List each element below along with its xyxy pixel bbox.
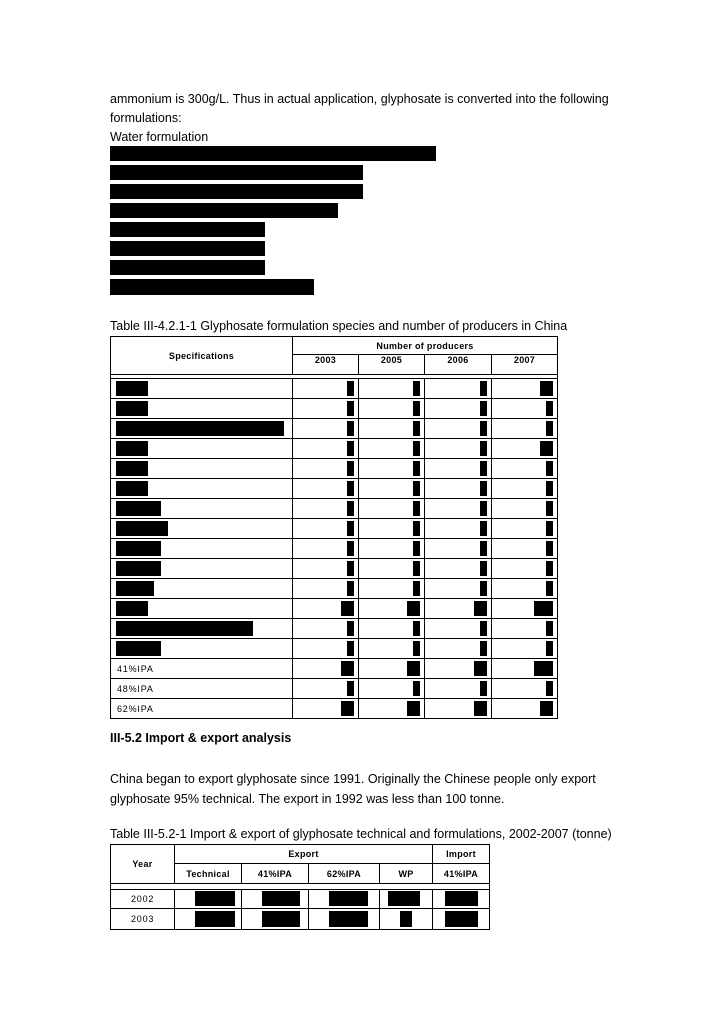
section-heading: III-5.2 Import & export analysis (110, 731, 292, 745)
table-row (111, 579, 558, 599)
producer-count-cell (425, 579, 492, 599)
redacted-block (341, 701, 354, 716)
spec-cell (111, 379, 293, 399)
redacted-block (347, 641, 354, 656)
redacted-block (480, 401, 487, 416)
producer-count-cell (293, 499, 359, 519)
redacted-block (413, 481, 420, 496)
producer-count-cell (359, 659, 425, 679)
redacted-block (413, 541, 420, 556)
table-cell (433, 890, 490, 909)
producers-header: Number of producers (293, 337, 558, 355)
table-cell (380, 890, 433, 909)
redacted-block (413, 641, 420, 656)
producer-count-cell (293, 399, 359, 419)
redacted-block (262, 891, 300, 906)
producer-count-cell (425, 539, 492, 559)
producer-count-cell (359, 559, 425, 579)
redacted-block (407, 601, 420, 616)
redacted-block (262, 911, 300, 927)
producer-count-cell (492, 519, 558, 539)
intro-line-3: Water formulation (110, 130, 209, 144)
table-cell (175, 890, 242, 909)
producer-count-cell (425, 559, 492, 579)
producer-count-cell (359, 539, 425, 559)
spec-cell (111, 559, 293, 579)
redacted-block (413, 441, 420, 456)
spec-label: 41%IPA (117, 663, 154, 674)
producer-count-cell (492, 459, 558, 479)
table-row (111, 559, 558, 579)
year-cell (111, 909, 175, 930)
year-cell (111, 890, 175, 909)
redacted-block (116, 621, 253, 636)
redacted-block (546, 581, 553, 596)
redacted-block (480, 441, 487, 456)
spec-cell (111, 579, 293, 599)
formulation-producers-table (110, 336, 558, 719)
redacted-block (110, 165, 363, 180)
producer-count-cell (425, 519, 492, 539)
redacted-block (110, 260, 265, 275)
redacted-block (110, 146, 436, 161)
redacted-block (347, 501, 354, 516)
table1-caption: Table III-4.2.1-1 Glyphosate formulation species and number of producers in China (110, 319, 568, 333)
redacted-block (413, 681, 420, 696)
redacted-block (347, 521, 354, 536)
producer-count-cell (293, 379, 359, 399)
producer-count-cell (492, 579, 558, 599)
year-header: 2003 (293, 355, 359, 375)
spec-cell (111, 459, 293, 479)
table-row (111, 379, 558, 399)
producer-count-cell (492, 619, 558, 639)
intro-line-1: ammonium is 300g/L. Thus in actual application, glyphosate is converted into the following (110, 92, 609, 106)
table-row (111, 479, 558, 499)
redacted-block (540, 381, 553, 396)
redacted-block (116, 561, 161, 576)
redacted-block (347, 541, 354, 556)
year-label: 2003 (131, 914, 155, 924)
redacted-block (116, 461, 148, 476)
spec-cell (111, 639, 293, 659)
redacted-block (116, 601, 148, 616)
producer-count-cell (359, 439, 425, 459)
redacted-block (546, 541, 553, 556)
spec-cell (111, 679, 293, 699)
table-row (111, 619, 558, 639)
producer-count-cell (492, 379, 558, 399)
spec-label: 48%IPA (117, 683, 154, 694)
redacted-block (116, 481, 148, 496)
table-row (111, 459, 558, 479)
spec-cell (111, 659, 293, 679)
producer-count-cell (425, 499, 492, 519)
redacted-block (347, 461, 354, 476)
producer-count-cell (359, 419, 425, 439)
table-row (111, 439, 558, 459)
spec-cell (111, 439, 293, 459)
subcol-header: Technical (175, 864, 242, 884)
producer-count-cell (492, 599, 558, 619)
table-cell (309, 890, 380, 909)
redacted-block (413, 561, 420, 576)
redacted-block (341, 661, 354, 676)
import-header: Import (433, 845, 490, 864)
producer-count-cell (359, 699, 425, 719)
redacted-block (347, 401, 354, 416)
spec-cell (111, 599, 293, 619)
redacted-block (110, 241, 265, 256)
table-cell (242, 909, 309, 930)
table-cell (175, 909, 242, 930)
table-row (111, 679, 558, 699)
producer-count-cell (293, 539, 359, 559)
redacted-block (110, 203, 338, 218)
redacted-block (413, 621, 420, 636)
redacted-block (480, 561, 487, 576)
redacted-block (546, 421, 553, 436)
section-para-line-2: glyphosate 95% technical. The export in 1992 was less than 100 tonne. (110, 792, 505, 806)
producer-count-cell (492, 479, 558, 499)
table-row (111, 399, 558, 419)
producer-count-cell (359, 499, 425, 519)
redacted-block (546, 401, 553, 416)
producer-count-cell (425, 459, 492, 479)
producer-count-cell (293, 419, 359, 439)
redacted-block (116, 541, 161, 556)
redacted-block (407, 701, 420, 716)
table2-caption: Table III-5.2-1 Import & export of glyphosate technical and formulations, 2002-2007 (tonne) (110, 827, 612, 841)
producer-count-cell (359, 639, 425, 659)
producer-count-cell (492, 539, 558, 559)
producer-count-cell (425, 679, 492, 699)
producer-count-cell (492, 399, 558, 419)
redacted-block (480, 501, 487, 516)
producer-count-cell (425, 639, 492, 659)
redacted-block (347, 381, 354, 396)
producer-count-cell (425, 379, 492, 399)
redacted-block (413, 501, 420, 516)
year-label: 2002 (131, 894, 155, 904)
redacted-block (110, 184, 363, 199)
redacted-block (116, 581, 154, 596)
redacted-block (480, 421, 487, 436)
producer-count-cell (492, 659, 558, 679)
redacted-block (400, 911, 412, 927)
producer-count-cell (293, 479, 359, 499)
redacted-block (347, 621, 354, 636)
producer-count-cell (425, 599, 492, 619)
redacted-block (546, 681, 553, 696)
spec-label: 62%IPA (117, 703, 154, 714)
producer-count-cell (293, 659, 359, 679)
import-export-table (110, 844, 490, 930)
spec-cell (111, 399, 293, 419)
producer-count-cell (425, 479, 492, 499)
producer-count-cell (293, 579, 359, 599)
redacted-block (480, 641, 487, 656)
producer-count-cell (293, 639, 359, 659)
producer-count-cell (425, 659, 492, 679)
redacted-block (116, 401, 148, 416)
redacted-block (110, 279, 314, 295)
redacted-block (329, 891, 368, 906)
producer-count-cell (359, 399, 425, 419)
redacted-block (546, 481, 553, 496)
spec-cell (111, 539, 293, 559)
redacted-block (388, 891, 420, 906)
redacted-block (347, 561, 354, 576)
redacted-block (329, 911, 368, 927)
redacted-block (413, 381, 420, 396)
producer-count-cell (492, 679, 558, 699)
subcol-header: 41%IPA (433, 864, 490, 884)
table-row (111, 539, 558, 559)
redacted-block (347, 481, 354, 496)
redacted-block (480, 581, 487, 596)
table-row (111, 419, 558, 439)
producer-count-cell (492, 699, 558, 719)
redacted-block (110, 222, 265, 237)
redacted-block (445, 911, 478, 927)
year-header: 2006 (425, 355, 492, 375)
spec-cell (111, 519, 293, 539)
table-row (111, 519, 558, 539)
redacted-block (407, 661, 420, 676)
redacted-block (413, 521, 420, 536)
producer-count-cell (293, 519, 359, 539)
redacted-block (480, 541, 487, 556)
redacted-block (445, 891, 478, 906)
producer-count-cell (293, 559, 359, 579)
table-row (111, 639, 558, 659)
spec-cell (111, 499, 293, 519)
producer-count-cell (359, 379, 425, 399)
redacted-block (534, 661, 553, 676)
redacted-block (546, 501, 553, 516)
redacted-block (474, 601, 487, 616)
producer-count-cell (492, 419, 558, 439)
redacted-block (480, 521, 487, 536)
year-header: 2007 (492, 355, 558, 375)
table-cell (309, 909, 380, 930)
spec-cell (111, 619, 293, 639)
redacted-block (347, 441, 354, 456)
producer-count-cell (293, 599, 359, 619)
producer-count-cell (359, 519, 425, 539)
redacted-block (116, 521, 168, 536)
producer-count-cell (492, 499, 558, 519)
redacted-block (546, 521, 553, 536)
redacted-block (347, 421, 354, 436)
producer-count-cell (293, 439, 359, 459)
redacted-block (480, 461, 487, 476)
producer-count-cell (492, 639, 558, 659)
redacted-block (413, 401, 420, 416)
producer-count-cell (492, 439, 558, 459)
table-row (111, 699, 558, 719)
producer-count-cell (425, 699, 492, 719)
producer-count-cell (359, 619, 425, 639)
redacted-block (480, 481, 487, 496)
spec-cell (111, 419, 293, 439)
redacted-block (347, 681, 354, 696)
producer-count-cell (293, 619, 359, 639)
redacted-block (116, 441, 148, 456)
producer-count-cell (293, 459, 359, 479)
table-row (111, 599, 558, 619)
redacted-block (341, 601, 354, 616)
redacted-block (474, 701, 487, 716)
redacted-block (195, 911, 235, 927)
producer-count-cell (359, 679, 425, 699)
redacted-block (546, 641, 553, 656)
redacted-block (413, 461, 420, 476)
redacted-block (413, 421, 420, 436)
year-header: 2005 (359, 355, 425, 375)
redacted-block (474, 661, 487, 676)
producer-count-cell (359, 479, 425, 499)
table-cell (433, 909, 490, 930)
section-para-line-1: China began to export glyphosate since 1991. Originally the Chinese people only export (110, 772, 596, 786)
redacted-block (116, 641, 161, 656)
producer-count-cell (425, 419, 492, 439)
redacted-block (116, 381, 148, 396)
redacted-block (540, 701, 553, 716)
producer-count-cell (359, 459, 425, 479)
table-row (111, 659, 558, 679)
subcol-header: 62%IPA (309, 864, 380, 884)
redacted-block (480, 621, 487, 636)
producer-count-cell (425, 439, 492, 459)
redacted-block (480, 381, 487, 396)
producer-count-cell (359, 579, 425, 599)
producer-count-cell (425, 399, 492, 419)
year-col-header: Year (111, 845, 175, 884)
table-cell (242, 890, 309, 909)
spec-cell (111, 699, 293, 719)
export-header: Export (175, 845, 433, 864)
table-cell (380, 909, 433, 930)
spec-cell (111, 479, 293, 499)
redacted-block (546, 561, 553, 576)
redacted-block (413, 581, 420, 596)
subcol-header: 41%IPA (242, 864, 309, 884)
redacted-block (347, 581, 354, 596)
producer-count-cell (425, 619, 492, 639)
redacted-block (116, 421, 284, 436)
producer-count-cell (359, 599, 425, 619)
spec-header: Specifications (111, 337, 293, 375)
redacted-block (195, 891, 235, 906)
redacted-block (116, 501, 161, 516)
redacted-block (480, 681, 487, 696)
redacted-block (540, 441, 553, 456)
intro-line-2: formulations: (110, 111, 182, 125)
redacted-block (546, 461, 553, 476)
redacted-block (546, 621, 553, 636)
producer-count-cell (492, 559, 558, 579)
producer-count-cell (293, 679, 359, 699)
producer-count-cell (293, 699, 359, 719)
redacted-block (534, 601, 553, 616)
subcol-header: WP (380, 864, 433, 884)
table-row (111, 499, 558, 519)
